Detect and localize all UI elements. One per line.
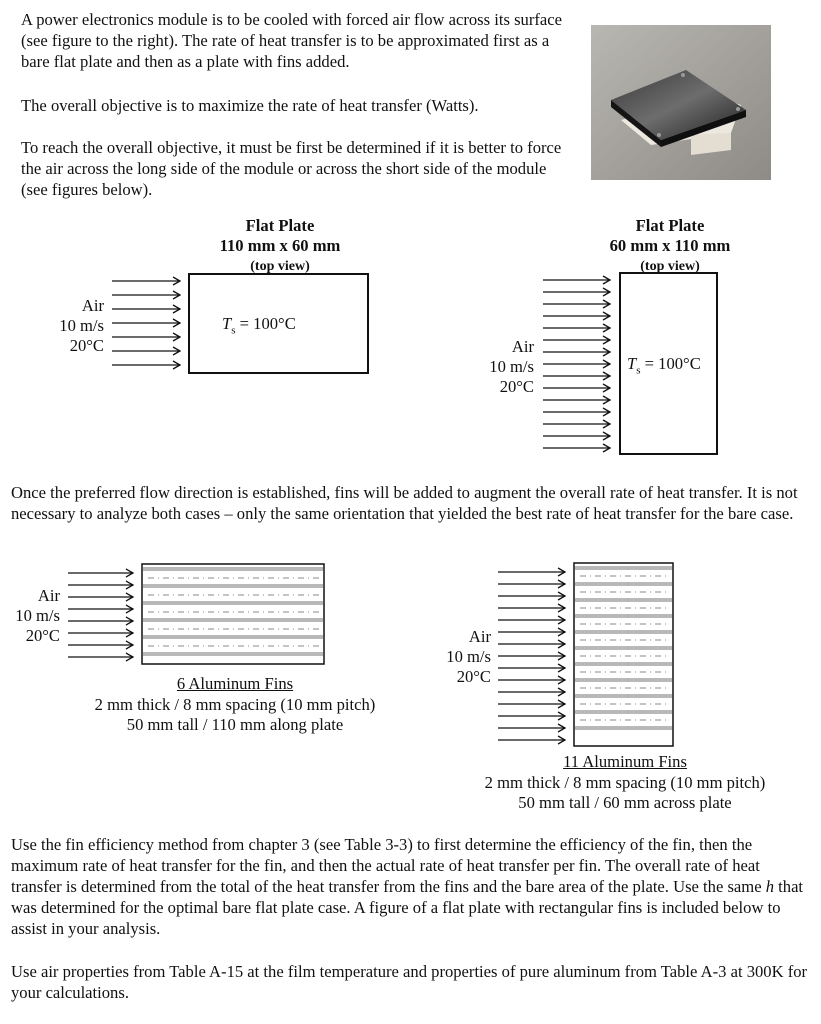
intro-paragraph-1: A power electronics module is to be cooled with forced air flow across its surface (see figure to the right). The rate of heat transfer is to be approximated first as a bare flat plate and then as a plate with fins added. <box>21 10 562 71</box>
fig3-arrow <box>68 617 133 625</box>
fig4-arrow <box>498 616 565 624</box>
fig3-temp-label: 20°C <box>25 626 60 645</box>
outro-paragraph-1: Use the fin efficiency method from chapter 3 (see Table 3-3) to first determine the efficiency of the fin, then the maximum rate of heat transfer for the fin, and then the actual rate of heat transfer per fin. The overall rate of heat transfer is determined from the total of the heat transfer from the fins and the bare area of the plate. Use the same h that was determined for the optimal bare flat plate case. A figure of a flat plate with rectangular fins is included below to assist in your analysis. <box>11 835 804 938</box>
fig3-fin <box>143 584 323 588</box>
fig4-fin <box>575 598 672 602</box>
fig4-caption-title: 11 Aluminum Fins <box>563 752 687 771</box>
fig4-arrow <box>498 592 565 600</box>
fig4-speed-label: 10 m/s <box>446 647 491 666</box>
fig3-air-label: Air <box>37 586 60 605</box>
fig3-arrow <box>68 641 133 649</box>
fig4-caption-line2: 50 mm tall / 60 mm across plate <box>518 793 732 812</box>
fig4-arrow <box>498 676 565 684</box>
fig3-caption-line1: 2 mm thick / 8 mm spacing (10 mm pitch) <box>94 695 376 714</box>
fig4-arrow <box>498 652 565 660</box>
fig3-fin <box>143 618 323 622</box>
fig4-arrow <box>498 580 565 588</box>
fig1-view: (top view) <box>250 259 310 274</box>
fig3-arrow <box>68 581 133 589</box>
fig4-arrow <box>498 688 565 696</box>
fig3-arrows <box>68 569 133 661</box>
fig4-fin <box>575 614 672 618</box>
fig4-arrow <box>498 736 565 744</box>
fig3-fin <box>143 652 323 656</box>
fig4-arrow <box>498 640 565 648</box>
fig4-fin <box>575 630 672 634</box>
outro-paragraph-2: Use air properties from Table A-15 at the film temperature and properties of pure aluminum from Table A-3 at 300K for your calculations. <box>11 962 808 1002</box>
fig3-arrow <box>68 653 133 661</box>
fig2-surface-temp: $T_s = 100^\circ C$ <box>627 354 701 377</box>
fig2-speed-label: 10 m/s <box>489 357 534 376</box>
middle-paragraph: Once the preferred flow direction is established, fins will be added to augment the overall rate of heat transfer. It is not necessary to analyze both cases – only the same orientation that yielded the best rate of heat transfer for the bare case. <box>11 483 798 523</box>
fig4-fin <box>575 678 672 682</box>
fig3-speed-label: 10 m/s <box>15 606 60 625</box>
fig4-arrow <box>498 664 565 672</box>
fig3-caption-title: 6 Aluminum Fins <box>176 674 294 693</box>
fig3-arrow <box>68 593 133 601</box>
fig3-fin <box>143 567 323 571</box>
fig4-arrow <box>498 700 565 708</box>
fig1-temp-label: 20°C <box>69 336 104 355</box>
fig4-arrow <box>498 724 565 732</box>
fig1-air-label: Air <box>81 296 104 315</box>
intro-paragraph-3: To reach the overall objective, it must be first be determined if it is better to force the air across the long side of the module or across the short side of the module (see figures below). <box>21 138 562 199</box>
fig4-arrow <box>498 604 565 612</box>
fig4-arrows <box>498 568 565 744</box>
fig2-dims: 60 mm x 110 mm <box>609 236 731 255</box>
fig4-air-label: Air <box>468 627 491 646</box>
fig4-arrow <box>498 568 565 576</box>
fig4-arrow <box>498 628 565 636</box>
fig3-fin <box>143 601 323 605</box>
fig4-caption-line1: 2 mm thick / 8 mm spacing (10 mm pitch) <box>484 773 766 792</box>
fig3-caption-line2: 50 mm tall / 110 mm along plate <box>126 715 344 734</box>
intro-paragraph-2: The overall objective is to maximize the rate of heat transfer (Watts). <box>21 96 479 115</box>
fig2-air-label: Air <box>511 337 534 356</box>
fig3-arrow <box>68 569 133 577</box>
fig4-fin <box>575 582 672 586</box>
fig2-view: (top view) <box>640 259 700 274</box>
fig4-fin <box>575 566 672 570</box>
fig4-fin <box>575 710 672 714</box>
fig4-fin <box>575 694 672 698</box>
fig3-arrow <box>68 605 133 613</box>
fig1-dims: 110 mm x 60 mm <box>219 236 341 255</box>
fig1-title: Flat Plate <box>245 216 315 235</box>
fig4-finned-plate <box>574 563 673 746</box>
fig1-surface-temp: $T_s = 100^\circ C$ <box>222 314 296 337</box>
fig4-arrow <box>498 712 565 720</box>
fig4-fin <box>575 726 672 730</box>
fig3-finned-plate <box>142 564 324 664</box>
fig4-temp-label: 20°C <box>456 667 491 686</box>
fig4-fin <box>575 662 672 666</box>
fig2-temp-label: 20°C <box>499 377 534 396</box>
fig1-speed-label: 10 m/s <box>59 316 104 335</box>
fig3-fin <box>143 635 323 639</box>
fig2-title: Flat Plate <box>635 216 705 235</box>
fig3-arrow <box>68 629 133 637</box>
fig4-fin <box>575 646 672 650</box>
